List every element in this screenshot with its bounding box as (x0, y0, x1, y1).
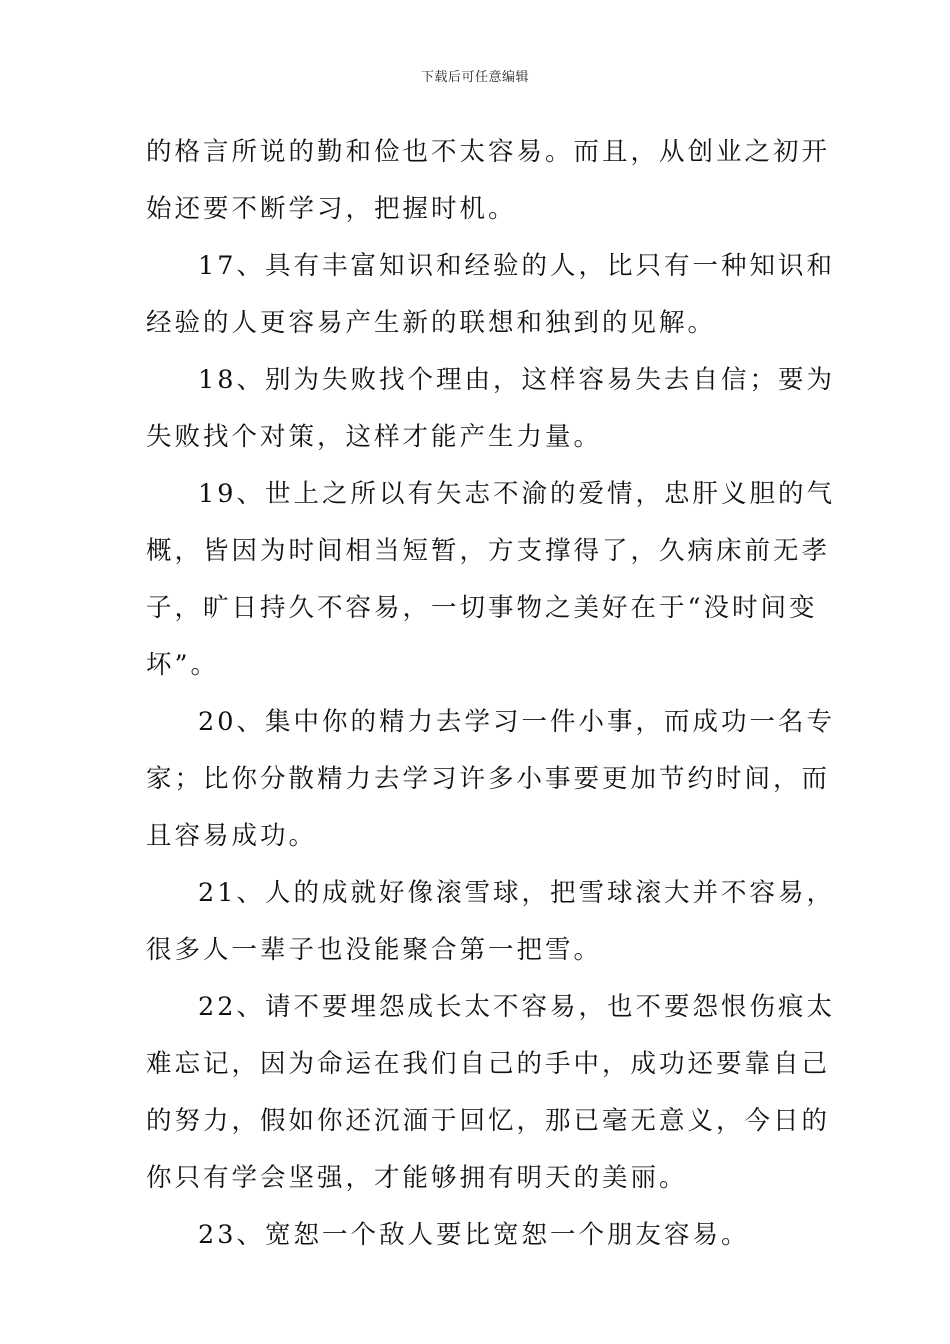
page-header: 下载后可任意编辑 (420, 70, 529, 85)
paragraph-continuation: 的格言所说的勤和俭也不太容易。而且，从创业之初开始还要不断学习，把握时机。 (146, 137, 831, 224)
paragraph-item-22: 22、请不要埋怨成长太不容易，也不要怨恨伤痕太难忘记，因为命运在我们自己的手中，成功还要靠自己的努力，假如你还沉湎于回忆，那已毫无意义，今日的你只有学会坚强，才能够拥有明天的美丽。 (146, 992, 835, 1193)
paragraph-item-20: 20、集中你的精力去学习一件小事，而成功一名专家；比你分散精力去学习许多小事要更加节约时间，而且容易成功。 (146, 707, 835, 851)
paragraph-item-23: 23、宽恕一个敌人要比宽恕一个朋友容易。 (198, 1220, 750, 1250)
paragraph-item-17: 17、具有丰富知识和经验的人，比只有一种知识和经验的人更容易产生新的联想和独到的见解。 (146, 251, 835, 338)
paragraph-item-18: 18、别为失败找个理由，这样容易失去自信；要为失败找个对策，这样才能产生力量。 (146, 365, 835, 452)
paragraph-item-21: 21、人的成就好像滚雪球，把雪球滚大并不容易，很多人一辈子也没能聚合第一把雪。 (146, 878, 835, 965)
paragraph-item-19: 19、世上之所以有矢志不渝的爱情，忠肝义胆的气概，皆因为时间相当短暂，方支撑得了，久病床前无孝子，旷日持久不容易，一切事物之美好在于“没时间变坏”。 (146, 479, 835, 680)
document-body (146, 124, 836, 1264)
